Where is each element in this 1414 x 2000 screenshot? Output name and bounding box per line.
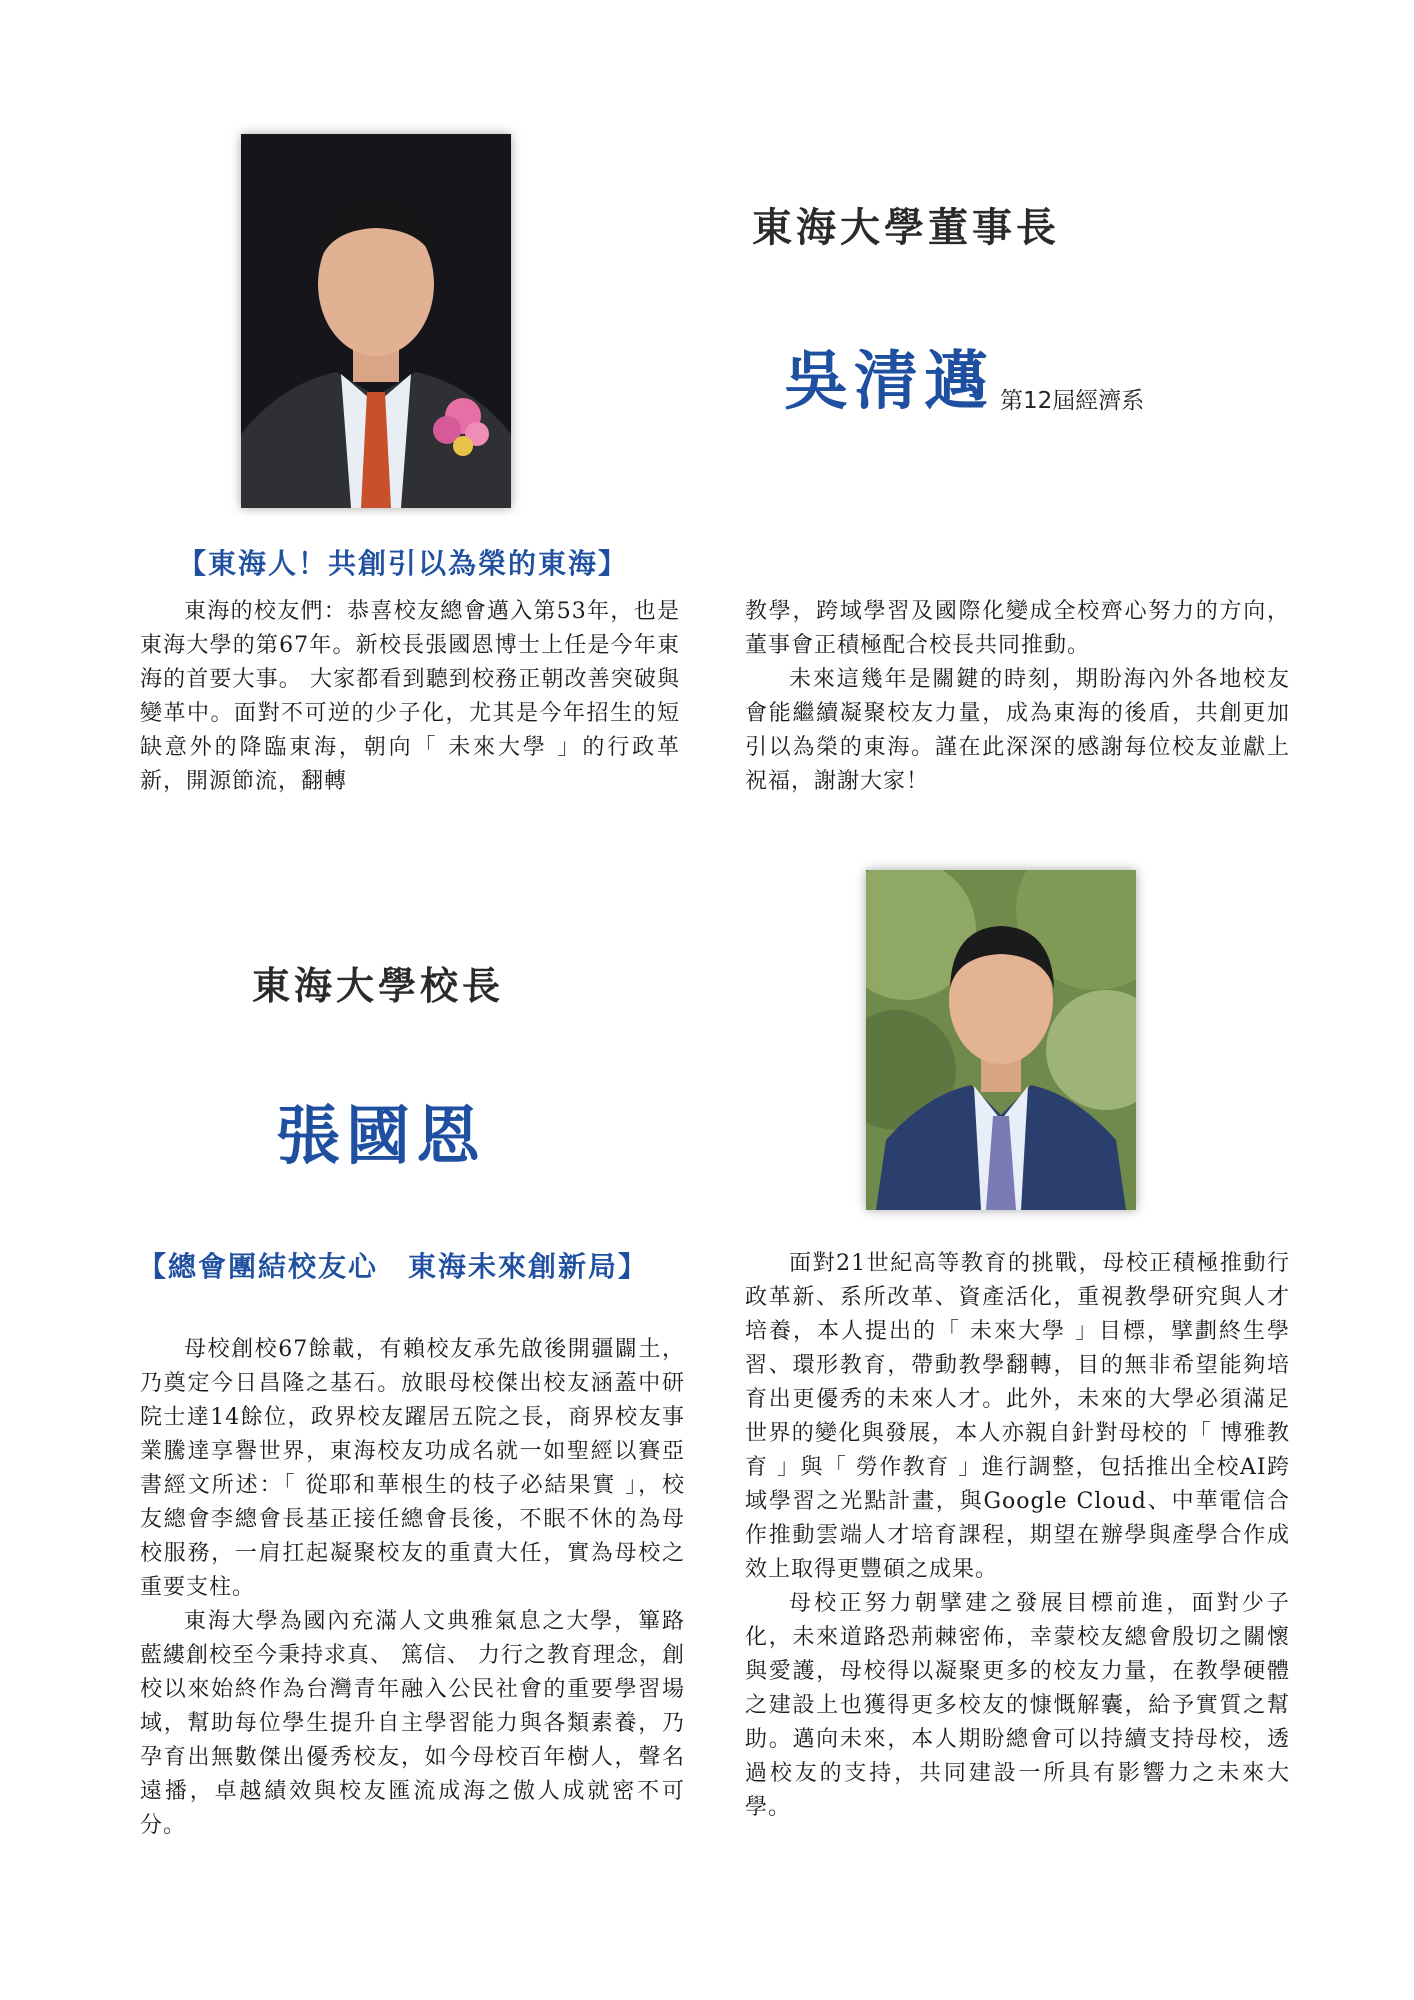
president-paragraph-3: 面對21世紀高等教育的挑戰，母校正積極推動行政革新、系所改革、資產活化，重視教學研究與人才培養，本人提出的「 未來大學 」目標，擘劃終生學習、環形教育，帶動教學翻轉，目的無非希望能夠培育出更優秀的未來人才。此外，未來的大學必須滿足世界的變化與發展，本人亦親自針對母校的「 博雅教育 」與「 勞作教育 」進行調整，包括推出全校AI跨域學習之光點計畫，與Google Cloud、中華電信合作推動雲端人才培育課程，期望在辦學與產學合作成效上取得更豐碩之成果。	[745, 1251, 1290, 1582]
president-slogan: 【總會團結校友心 東海未來創新局】	[138, 1250, 649, 1283]
chairman-paragraph-closing: 未來這幾年是關鍵的時刻，期盼海內外各地校友會能繼續凝聚校友力量，成為東海的後盾，共創更加引以為榮的東海。謹在此深深的感謝每位校友並獻上祝福，謝謝大家！	[745, 667, 1290, 794]
president-right-column	[745, 1247, 1290, 1825]
chairman-left-column	[140, 595, 680, 799]
chairman-paragraph: 東海的校友們：恭喜校友總會邁入第53年，也是東海大學的第67年。新校長張國恩博士上任是今年東海的首要大事。 大家都看到聽到校務正朝改善突破與變革中。面對不可逆的少子化，尤其是今年招生的短缺意外的降臨東海，朝向「 未來大學 」的行政革新，開源節流，翻轉	[140, 599, 680, 794]
president-paragraph-2: 東海大學為國內充滿人文典雅氣息之大學，篳路藍縷創校至今秉持求真、 篤信、 力行之教育理念，創校以來始終作為台灣青年融入公民社會的重要學習場域，幫助每位學生提升自主學習能力與各類素養，乃孕育出無數傑出優秀校友，如今母校百年樹人，聲名遠播，卓越績效與校友匯流成海之傲人成就密不可分。	[140, 1609, 685, 1838]
president-name: 張國恩	[276, 1100, 486, 1174]
chairman-photo	[241, 134, 511, 508]
chairman-slogan: 【東海人！共創引以為榮的東海】	[178, 547, 629, 580]
chairman-right-column	[745, 595, 1290, 799]
president-paragraph-4: 母校正努力朝擘建之發展目標前進，面對少子化，未來道路恐荊棘密佈，幸蒙校友總會殷切之關懷與愛護，母校得以凝聚更多的校友力量，在教學硬體之建設上也獲得更多校友的慷慨解囊，給予實質之幫助。邁向未來，本人期盼總會可以持續支持母校，透過校友的支持，共同建設一所具有影響力之未來大學。	[745, 1591, 1290, 1820]
chairman-paragraph-continued: 教學，跨域學習及國際化變成全校齊心努力的方向，董事會正積極配合校長共同推動。	[745, 599, 1290, 658]
chairman-heading: 東海大學董事長	[752, 205, 1060, 251]
chairman-department: 第12屆經濟系	[1000, 388, 1145, 414]
chairman-name: 吳清邁	[784, 345, 994, 419]
president-left-column	[140, 1333, 685, 1843]
president-paragraph-1: 母校創校67餘載，有賴校友承先啟後開疆闢土，乃奠定今日昌隆之基石。放眼母校傑出校友涵蓋中研院士達14餘位，政界校友躍居五院之長，商界校友事業騰達享譽世界，東海校友功成名就一如聖經以賽亞書經文所述：「 從耶和華根生的枝子必結果實 」，校友總會李總會長基正接任總會長後，不眠不休的為母校服務，一肩扛起凝聚校友的重責大任，實為母校之重要支柱。	[140, 1337, 685, 1600]
president-heading: 東海大學校長	[252, 964, 505, 1008]
president-photo	[866, 870, 1136, 1210]
